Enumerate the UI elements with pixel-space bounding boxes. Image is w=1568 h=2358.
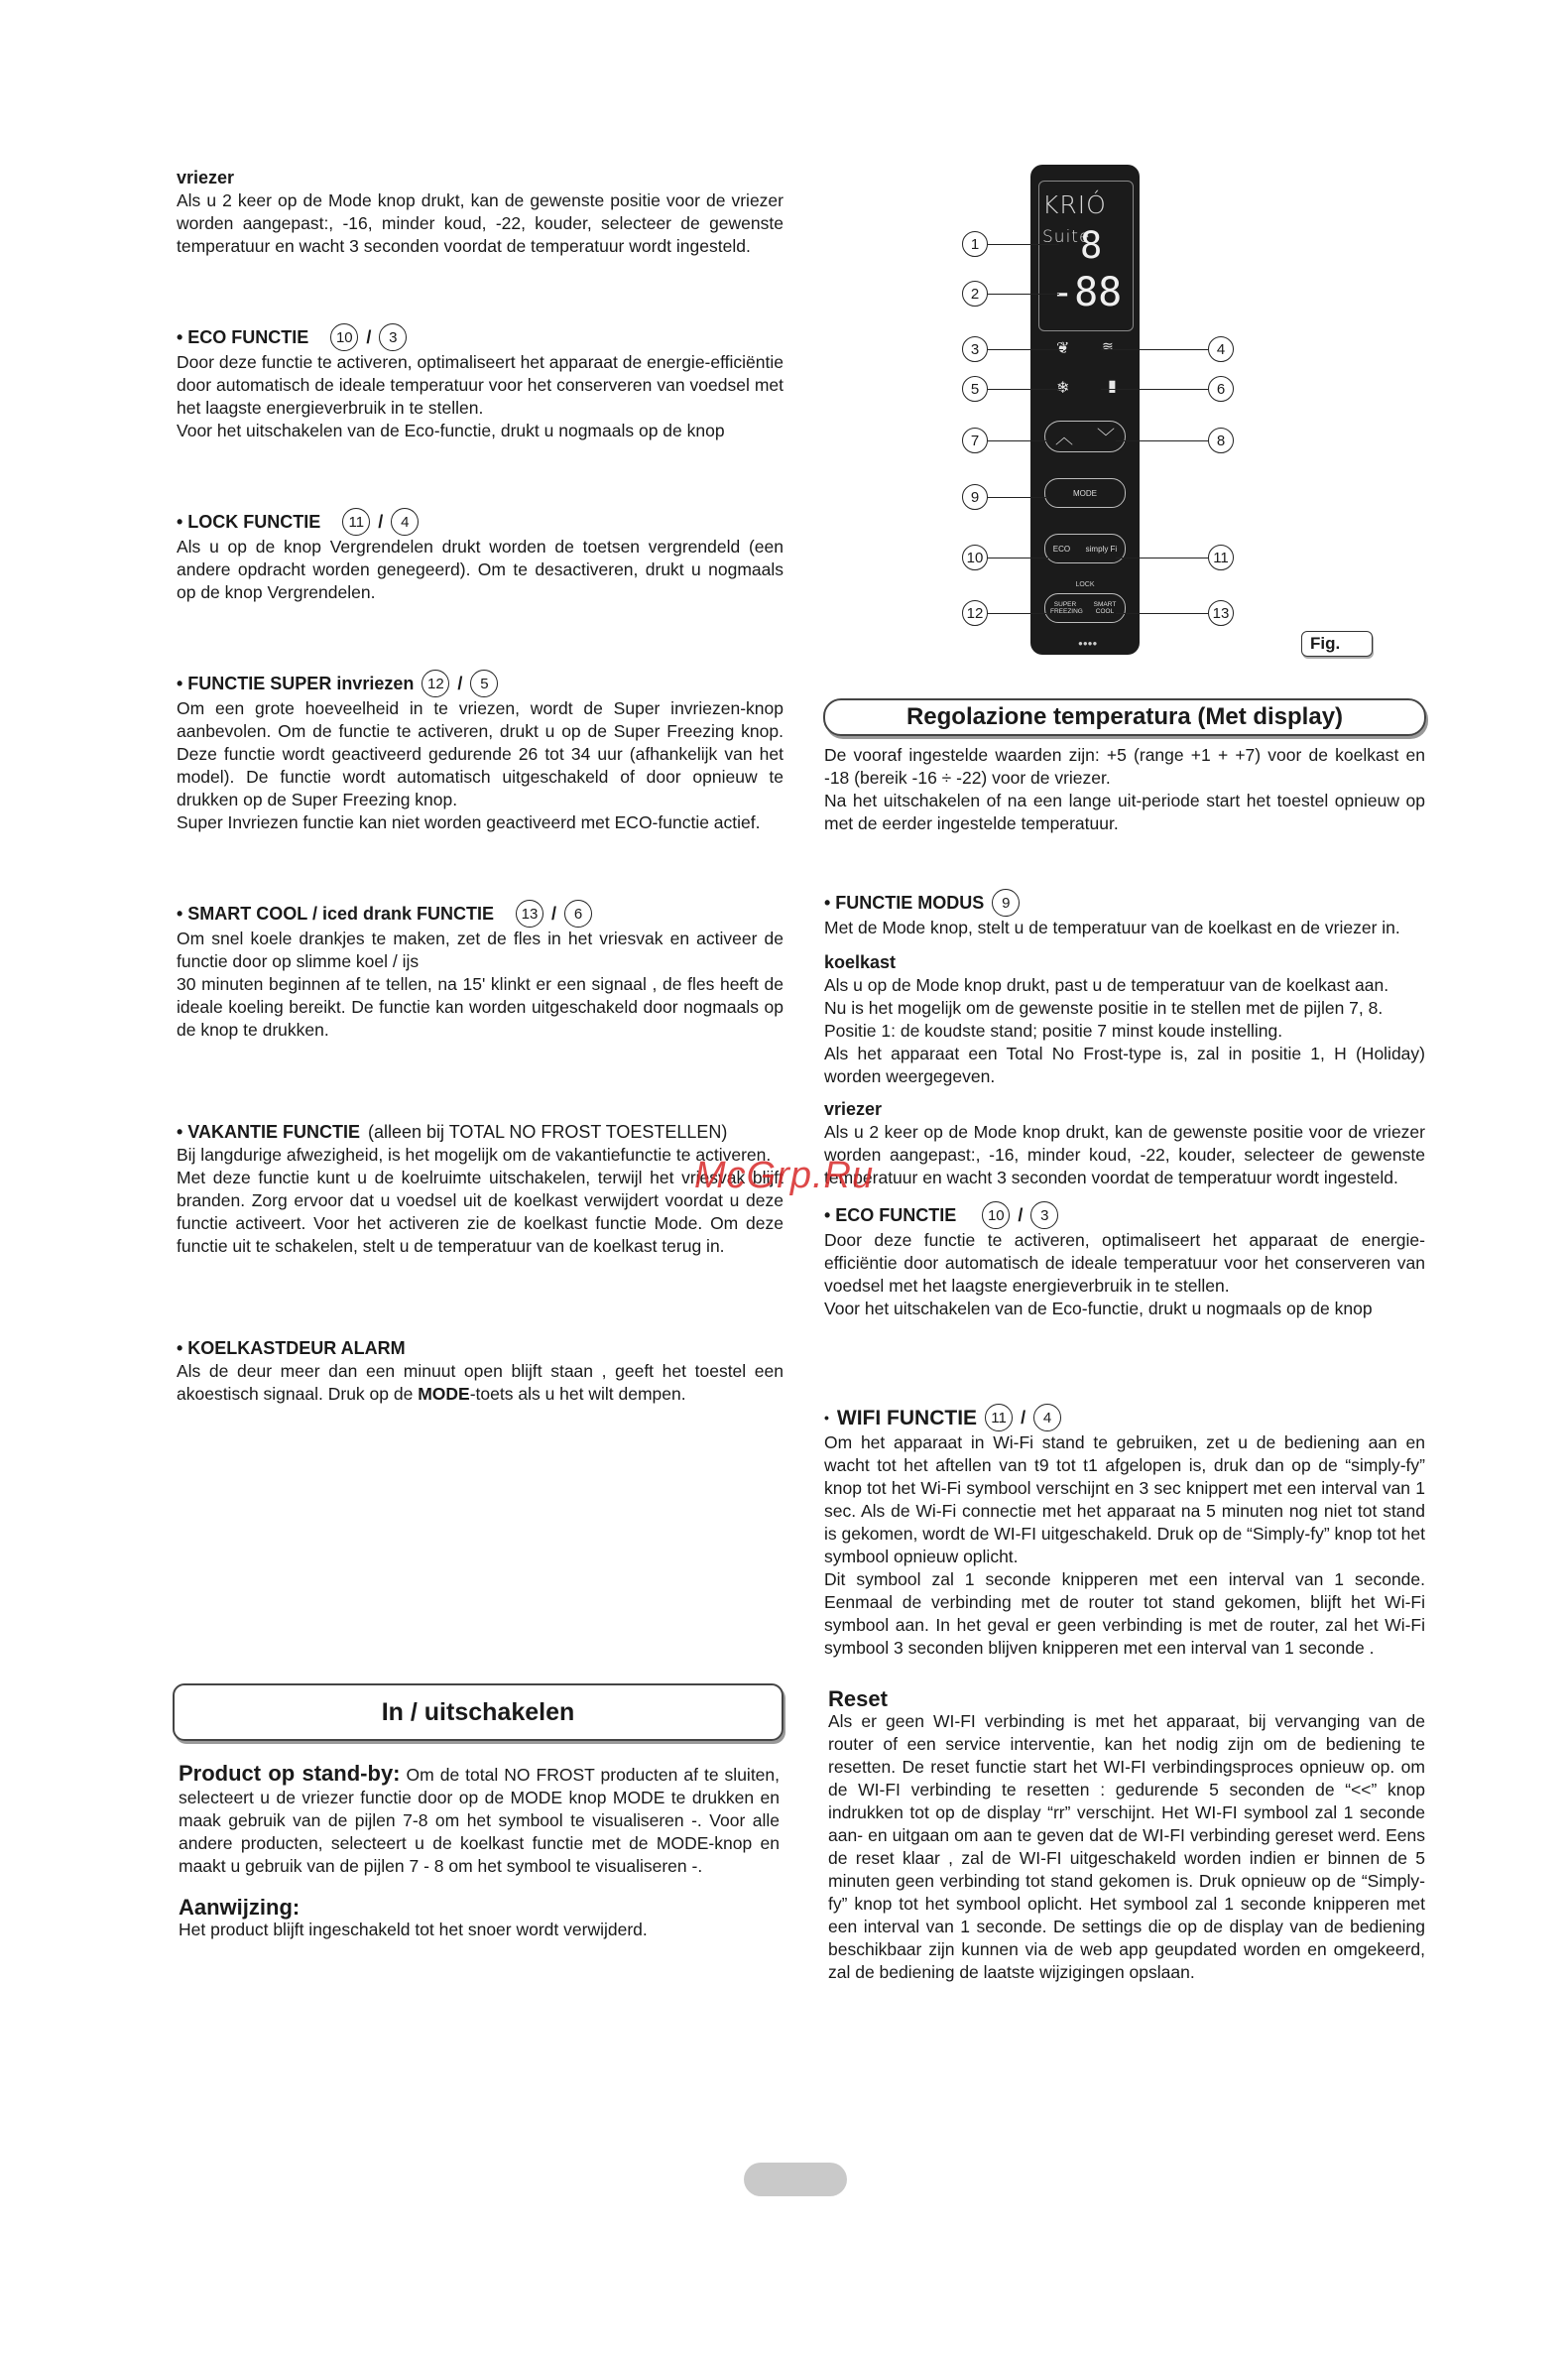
- right-column: [824, 744, 1425, 1984]
- super-freezing-heading: • FUNCTIE SUPER invriezen 12 / 5: [177, 670, 784, 697]
- eco-text: Door deze functie te activeren, optimaliseert het apparaat de energie-efficiëntie door automatisch de ideale temperatuur voor het conserveren van voedsel met het laagste energieverbruik in te stellen.: [177, 352, 784, 418]
- callout-ref: 13: [516, 900, 543, 928]
- callout-ref: 4: [1033, 1404, 1061, 1431]
- eco-heading-right: • ECO FUNCTIE 10 / 3: [824, 1201, 1425, 1229]
- lock-label: LOCK: [1075, 581, 1095, 588]
- callout-ref: 5: [470, 670, 498, 697]
- wifi-icon: ≋: [1102, 338, 1114, 354]
- modus-heading: • FUNCTIE MODUS 9: [824, 889, 1425, 917]
- brand-logo: KRIÓ Suite: [1042, 190, 1107, 247]
- callout-10: 10: [962, 545, 988, 570]
- eco-text-right-2: Voor het uitschakelen van de Eco-functie, drukt u nogmaals op de knop: [824, 1299, 1373, 1318]
- callout-2: 2: [962, 281, 988, 307]
- vriezer-heading: vriezer: [177, 168, 235, 187]
- callout-5: 5: [962, 376, 988, 402]
- smart-cool-text-2: 30 minuten beginnen af te tellen, na 15' klinkt er een signaal , de fles heeft de ideale koeling bereikt. De functie kan worden uitgeschakeld door nogmaals op de knop te drukken.: [177, 974, 784, 1040]
- callout-11: 11: [1208, 545, 1234, 570]
- watermark: McGrp.Ru: [694, 1155, 875, 1196]
- super-smart-buttons[interactable]: [1044, 593, 1126, 623]
- eco-text-right: Door deze functie te activeren, optimaliseert het apparaat de energie-efficiëntie door automatisch de ideale temperatuur voor het conserveren van voedsel met het laagste energieverbruik in te stellen.: [824, 1230, 1425, 1296]
- snowflake-icon: ❄: [1056, 380, 1070, 397]
- regolazione-title-box: Regolazione temperatura (Met display): [823, 698, 1426, 736]
- standby-section: [179, 1762, 780, 1941]
- alarm-heading: • KOELKASTDEUR ALARM: [177, 1338, 406, 1358]
- callout-line: [988, 497, 1048, 498]
- callout-ref: 10: [982, 1201, 1010, 1229]
- smart-cool-heading: • SMART COOL / iced drank FUNCTIE 13 / 6: [177, 900, 784, 928]
- callout-ref: 4: [391, 508, 419, 536]
- callout-9: 9: [962, 484, 988, 510]
- fig-label: Fig.: [1301, 631, 1373, 657]
- smart-cool-text: Om snel koele drankjes te maken, zet de fles in het vriesvak en activeer de functie door op slimme koel / ijs: [177, 929, 784, 971]
- vriezer-text-right: Als u 2 keer op de Mode knop drukt, kan de gewenste positie voor de vriezer worden aangepast:, -16, minder koud, -22, kouder, selecteer de gewenste temperatuur en wacht 3 seconden voordat de temperatuur wordt ingesteld.: [824, 1122, 1425, 1187]
- control-panel: [1030, 165, 1140, 655]
- vakantie-text: Bij langdurige afwezigheid, is het mogelijk om de vakantiefunctie te activeren.: [177, 1145, 772, 1165]
- callout-line: [988, 294, 1059, 295]
- arrow-buttons[interactable]: [1044, 421, 1126, 452]
- alarm-text: Als de deur meer dan een minuut open blijft staan , geeft het toestel een akoestisch signaal. Druk op de MODE-toets als u het wilt dempen.: [177, 1361, 784, 1404]
- callout-line: [1101, 349, 1208, 350]
- callout-3: 3: [962, 336, 988, 362]
- mode-button[interactable]: MODE: [1044, 478, 1126, 508]
- freezer-temp-display: -88: [1050, 270, 1123, 315]
- callout-ref: 6: [564, 900, 592, 928]
- eco-button[interactable]: ECO: [1052, 544, 1071, 554]
- vakantie-heading: • VAKANTIE FUNCTIE (alleen bij TOTAL NO FROST TOESTELLEN): [177, 1122, 728, 1142]
- onoff-title-box: In / uitschakelen: [173, 1683, 784, 1741]
- koelkast-heading: koelkast: [824, 952, 897, 972]
- koelkast-text-2: Nu is het mogelijk om de gewenste positie in te stellen met de pijlen 7, 8.: [824, 998, 1384, 1018]
- callout-ref: 3: [379, 323, 407, 351]
- callout-ref: 11: [342, 508, 370, 536]
- callout-7: 7: [962, 428, 988, 453]
- hint-text: Het product blijft ingeschakeld tot het snoer wordt verwijderd.: [179, 1920, 648, 1939]
- callout-12: 12: [962, 600, 988, 626]
- vriezer-heading-right: vriezer: [824, 1099, 883, 1119]
- callout-13: 13: [1208, 600, 1234, 626]
- lock-heading: • LOCK FUNCTIE 11 / 4: [177, 508, 784, 536]
- bottle-icon: ▮: [1108, 378, 1117, 395]
- lock-text: Als u op de knop Vergrendelen drukt worden de toetsen vergrendeld (een andere opdracht worden genegeerd). Om te desactiveren, drukt u nogmaals op de knop Vergrendelen.: [177, 537, 784, 602]
- callout-line: [988, 613, 1048, 614]
- hint-heading: Aanwijzing:: [179, 1895, 301, 1920]
- eco-heading: • ECO FUNCTIE 10 / 3: [177, 323, 784, 351]
- simplyfi-button[interactable]: simply Fi: [1085, 544, 1118, 554]
- callout-1: 1: [962, 231, 988, 257]
- callout-ref: 12: [422, 670, 449, 697]
- callout-ref: 9: [992, 889, 1020, 917]
- page-number-oval: [744, 2163, 847, 2196]
- wifi-text-2: Dit symbool zal 1 seconde knipperen met een interval van 1 seconde. Eenmaal de verbinding met de router tot stand gekomen, blijft het Wi-Fi symbool aan. In het geval er geen verbinding is met de router, zal het Wi-Fi symbool 3 seconden blijven knipperen met een interval van 1 seconde .: [824, 1569, 1425, 1658]
- standby-text: Product op stand-by: Om de total NO FROST producten af te sluiten, selecteert u de vriezer functie door op de MODE knop MODE te drukken en maak gebruik van de pijlen 7-8 om het symbool te visualiseren -. Voor alle andere producten, selecteert u de koelkast functie met de MODE-knop en maakt u gebruik van de pijlen 7 - 8 om het symbool te visualiseren -.: [179, 1761, 781, 1876]
- koelkast-text-4: Als het apparaat een Total No Frost-type is, zal in positie 1, H (Holiday) worden weergegeven.: [824, 1044, 1425, 1086]
- left-column: [177, 167, 784, 1406]
- koelkast-text: Als u op de Mode knop drukt, past u de temperatuur van de koelkast aan.: [824, 975, 1389, 995]
- modus-text: Met de Mode knop, stelt u de temperatuur van de koelkast en de vriezer in.: [824, 918, 1400, 937]
- vakantie-note: (alleen bij TOTAL NO FROST TOESTELLEN): [367, 1122, 728, 1142]
- callout-4: 4: [1208, 336, 1234, 362]
- vakantie-text-2: Met deze functie kunt u de koelruimte uitschakelen, terwijl het vriesvak blijft branden. Zorg ervoor dat u voedsel uit de koelkast verwijdert voordat u deze functie activeert. Voor het activeren zie de koelkast functie Mode. Om deze functie uit te schakelen, stelt u de temperatuur van de koelkast terug in.: [177, 1168, 784, 1256]
- koelkast-text-3: Positie 1: de koudste stand; positie 7 minst koude instelling.: [824, 1021, 1283, 1041]
- reset-heading: Reset: [828, 1686, 888, 1711]
- callout-ref: 10: [330, 323, 358, 351]
- reset-text: Als er geen WI-FI verbinding is met het apparaat, bij vervanging van de router of een service interventie, kan het nodig zijn om de bediening te resetten. De reset functie start het WI-FI verbindingsproces opnieuw op. om de WI-FI verbinding te resetten : gedurende 5 seconden de “<<” knop indrukken tot op de display “rr” verschijnt. Het WI-FI symbool zal 1 seconde aan- en uitgaan om aan te geven dat de WI-FI verbinding gereset werd. Eens de reset klaar , zal de WI-FI uitgeschakeld worden indien er binnen de 5 minuten geen verbinding tot stand gekomen is. Druk opnieuw op de “Simply-fy” knop tot het symbool oplicht. Het symbool zal 1 seconde knipperen met een interval van 1 seconde. De settings die op de display van de bediening beschikbaar zijn kunnen via de web app geupdated worden en omgekeerd, zal de bediening de laatste wijzigingen opslaan.: [828, 1711, 1425, 1982]
- callout-line: [988, 349, 1063, 350]
- vriezer-text: Als u 2 keer op de Mode knop drukt, kan de gewenste positie voor de vriezer worden aangepast:, -16, minder koud, -22, kouder, selecteer de gewenste temperatuur en wacht 3 seconden voordat de temperatuur wordt ingesteld.: [177, 190, 784, 256]
- callout-ref: 3: [1030, 1201, 1058, 1229]
- wifi-heading: • WIFI FUNCTIE 11 / 4: [824, 1404, 1425, 1431]
- callout-line: [1101, 389, 1208, 390]
- eco-leaf-icon: ❦: [1056, 340, 1070, 357]
- callout-line: [988, 440, 1048, 441]
- smart-cool-button[interactable]: SMART COOL: [1093, 601, 1117, 615]
- callout-line: [988, 389, 1063, 390]
- down-arrow-icon[interactable]: ﹀: [1097, 428, 1115, 447]
- status-dots: ●●●●: [1078, 639, 1098, 648]
- callout-8: 8: [1208, 428, 1234, 453]
- super-freezing-text: Om een grote hoeveelheid in te vriezen, wordt de Super invriezen-knop aanbevolen. Om de functie te activeren, drukt u op de Super Freezing knop. Deze functie wordt geactiveerd gedurende 26 tot 34 uur (afhankelijk van het model). De functie wordt automatisch uitgeschakeld of door opnieuw te drukken op de Super Freezing knop.: [177, 698, 784, 809]
- callout-ref: 11: [985, 1404, 1013, 1431]
- reg-text: De vooraf ingestelde waarden zijn: +5 (range +1 + +7) voor de koelkast en -18 (bereik -16 ÷ -22) voor de vriezer.: [824, 745, 1425, 788]
- super-freezing-button[interactable]: SUPER FREEZING: [1050, 601, 1083, 615]
- up-arrow-icon[interactable]: ︿: [1055, 428, 1073, 447]
- wifi-text: Om het apparaat in Wi-Fi stand te gebruiken, zet u de bediening aan en wacht tot het aftellen van t9 tot t1 afgelopen is, druk dan op de “simply-fy” knop tot het Wi-Fi symbool verschijnt en 3 sec knippert met een interval van 1 sec. Als de Wi-Fi connectie met het apparaat na 5 minuten nog niet tot stand is gekomen, wordt de WI-FI uitgeschakeld. Druk op de “Simply-fy” knop tot het symbool opnieuw oplicht.: [824, 1432, 1425, 1566]
- reg-text-2: Na het uitschakelen of na een lange uit-periode start het toestel opnieuw op met de eerder ingestelde temperatuur.: [824, 791, 1425, 833]
- fridge-temp-display: 8: [1080, 224, 1103, 267]
- super-freezing-text-2: Super Invriezen functie kan niet worden geactiveerd met ECO-functie actief.: [177, 812, 761, 832]
- callout-6: 6: [1208, 376, 1234, 402]
- eco-text-2: Voor het uitschakelen van de Eco-functie, drukt u nogmaals op de knop: [177, 421, 725, 440]
- callout-line: [1116, 440, 1208, 441]
- callout-line: [988, 244, 1059, 245]
- callout-line: [1116, 613, 1208, 614]
- eco-simplyfi-buttons[interactable]: [1044, 534, 1126, 563]
